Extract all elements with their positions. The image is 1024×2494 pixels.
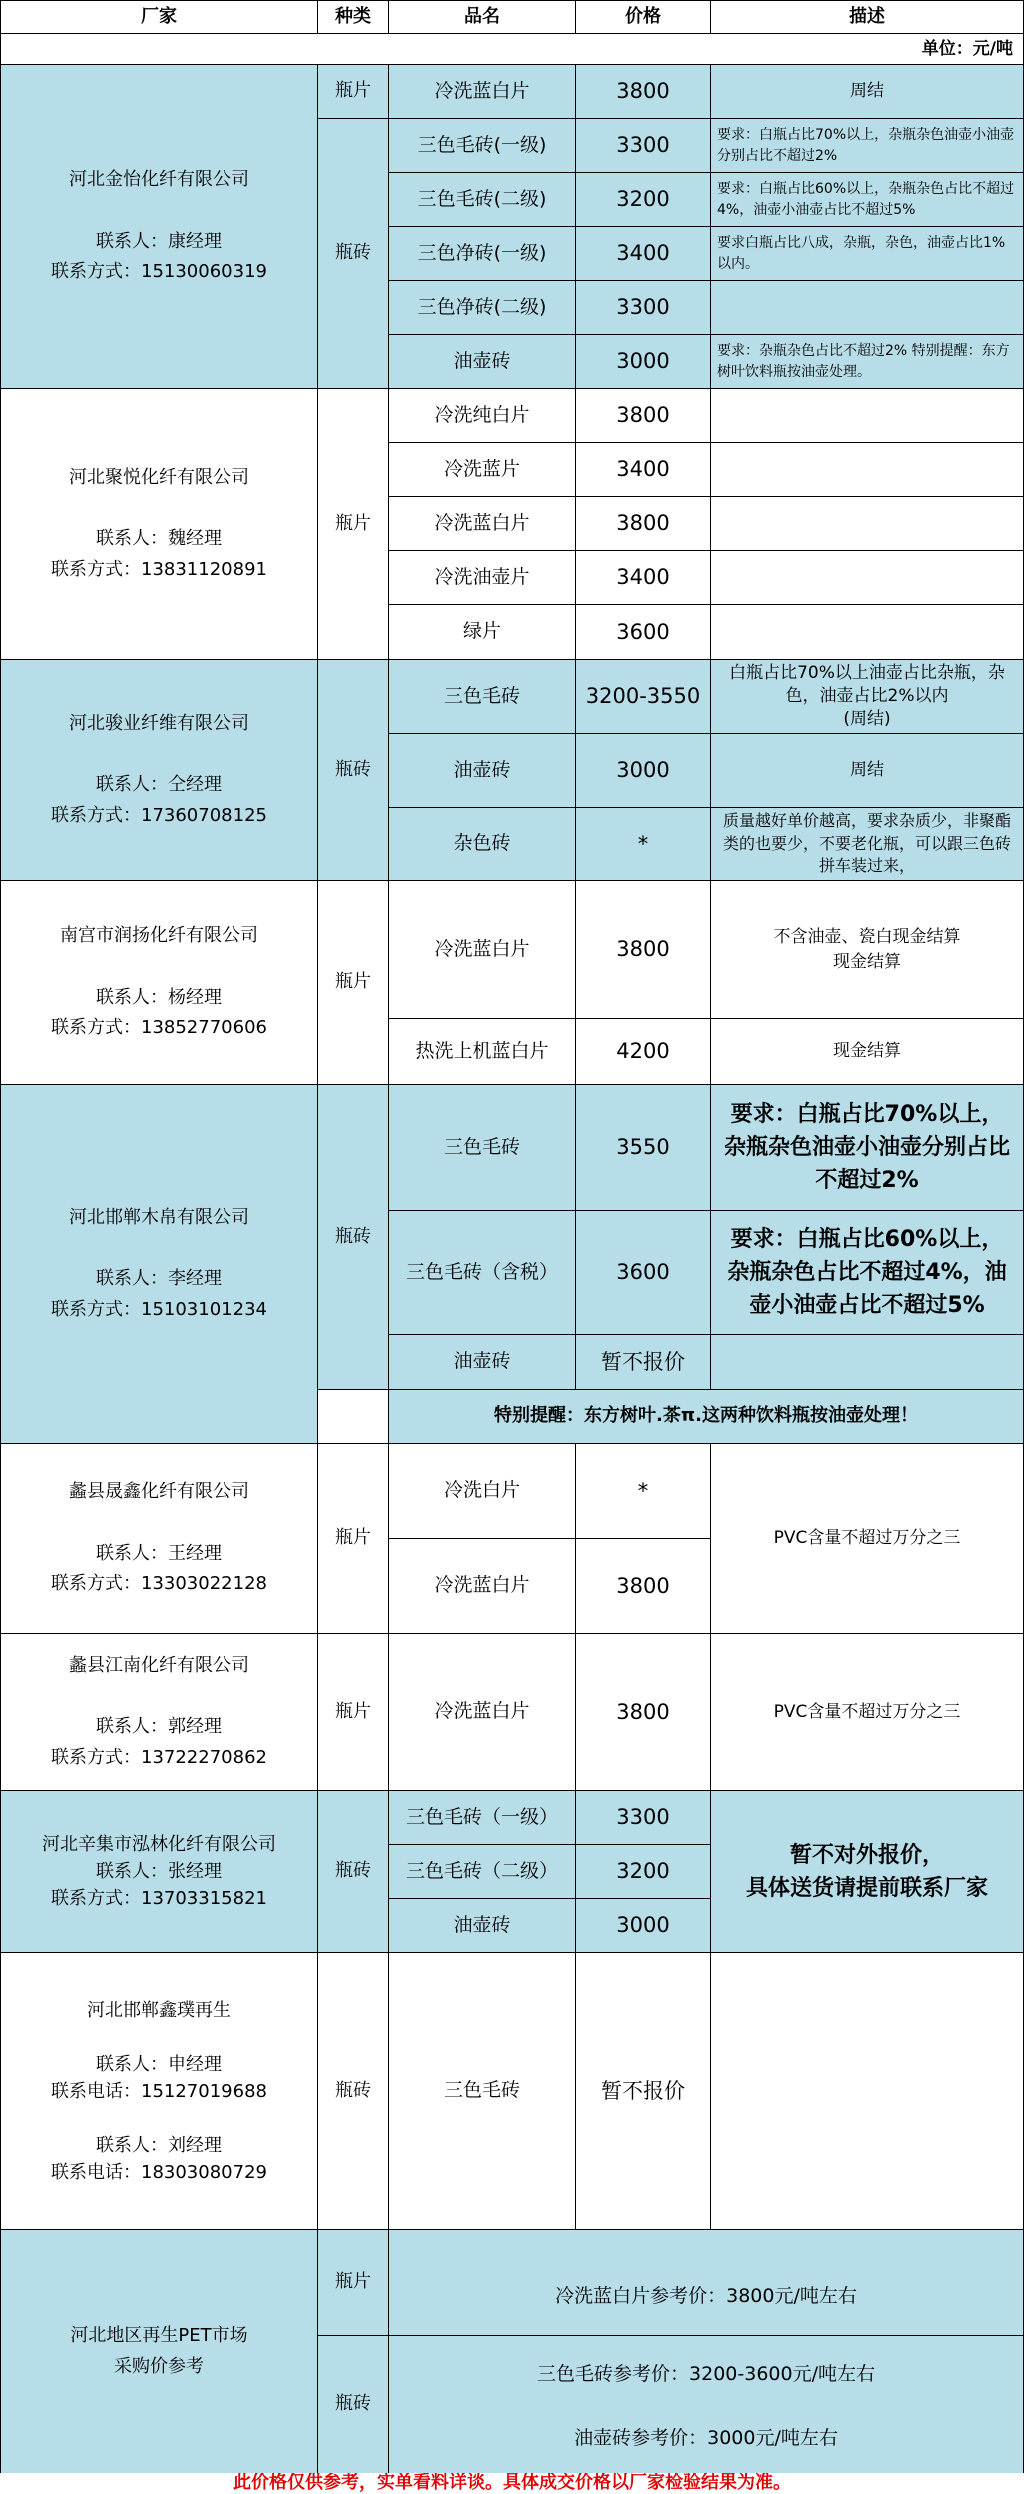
desc-cell (710, 280, 1024, 335)
product-cell: 三色毛砖 (388, 1084, 576, 1211)
product-cell: 三色毛砖(二级) (388, 172, 576, 227)
desc-cell (710, 550, 1024, 605)
product-cell: 三色净砖(一级) (388, 226, 576, 281)
desc-cell: PVC含量不超过万分之三 (710, 1633, 1024, 1791)
company-mubo: 河北邯郸木帛有限公司 联系人：李经理 联系方式：15103101234 (0, 1084, 318, 1444)
product-cell: 冷洗蓝白片 (388, 1633, 576, 1791)
product-cell: 冷洗蓝白片 (388, 64, 576, 119)
product-cell: 热洗上机蓝白片 (388, 1018, 576, 1085)
header-type: 种类 (317, 0, 389, 34)
price-cell: 3400 (575, 442, 711, 497)
price-cell: 3800 (575, 388, 711, 443)
desc-cell: 白瓶占比70%以上油壶占比杂瓶，杂色，油壶占比2%以内 (周结) (710, 659, 1024, 734)
price-cell: * (575, 1443, 711, 1539)
market-reference-title: 河北地区再生PET市场 采购价参考 (0, 2229, 318, 2474)
type-cell: 瓶砖 (317, 1790, 389, 1953)
desc-cell: 周结 (710, 64, 1024, 119)
price-cell: 3000 (575, 733, 711, 808)
product-cell: 冷洗蓝白片 (388, 1538, 576, 1634)
desc-cell: 要求：白瓶占比70%以上，杂瓶杂色油壶小油壶分别占比不超过2% (710, 118, 1024, 173)
header-price: 价格 (575, 0, 711, 34)
price-cell: 4200 (575, 1018, 711, 1085)
desc-cell: 现金结算 (710, 1018, 1024, 1085)
product-cell: 冷洗白片 (388, 1443, 576, 1539)
desc-cell: 要求：白瓶占比60%以上，杂瓶杂色占比不超过4%，油壶小油壶占比不超过5% (710, 1210, 1024, 1335)
desc-cell (710, 496, 1024, 551)
type-cell: 瓶砖 (317, 1952, 389, 2230)
product-cell: 三色毛砖(一级) (388, 118, 576, 173)
price-cell: 3200-3550 (575, 659, 711, 734)
price-cell: 3300 (575, 118, 711, 173)
product-cell: 三色毛砖（二级） (388, 1844, 576, 1899)
product-cell: 冷洗油壶片 (388, 550, 576, 605)
type-cell: 瓶片 (317, 388, 389, 660)
desc-cell: 要求：杂瓶杂色占比不超过2% 特别提醒：东方树叶饮料瓶按油壶处理。 (710, 334, 1024, 389)
market-piece-price: 冷洗蓝白片参考价：3800元/吨左右 (388, 2229, 1024, 2336)
product-cell: 油壶砖 (388, 733, 576, 808)
product-cell: 油壶砖 (388, 1334, 576, 1390)
price-cell: 3300 (575, 280, 711, 335)
desc-cell (710, 604, 1024, 660)
company-runyang: 南宫市润扬化纤有限公司 联系人：杨经理 联系方式：13852770606 (0, 880, 318, 1085)
company-jiangnan: 蠡县江南化纤有限公司 联系人：郭经理 联系方式：13722270862 (0, 1633, 318, 1791)
price-cell: 3600 (575, 604, 711, 660)
market-brick-price-1: 三色毛砖参考价：3200-3600元/吨左右 (388, 2335, 1024, 2405)
company-honglin: 河北辛集市泓林化纤有限公司 联系人：张经理 联系方式：13703315821 (0, 1790, 318, 1953)
type-cell: 瓶片 (317, 2229, 389, 2336)
price-cell: 3200 (575, 172, 711, 227)
product-cell: 冷洗纯白片 (388, 388, 576, 443)
desc-cell (710, 1952, 1024, 2230)
market-brick-price-2: 油壶砖参考价：3000元/吨左右 (388, 2404, 1024, 2474)
type-cell: 瓶片 (317, 1633, 389, 1791)
desc-cell (710, 388, 1024, 443)
price-cell: 3800 (575, 880, 711, 1019)
desc-cell: 要求白瓶占比八成，杂瓶，杂色，油壶占比1%以内。 (710, 226, 1024, 281)
type-cell: 瓶片 (317, 1443, 389, 1634)
price-cell: 暂不报价 (575, 1952, 711, 2230)
product-cell: 三色毛砖 (388, 659, 576, 734)
price-cell: 暂不报价 (575, 1334, 711, 1390)
unit-label: 单位：元/吨 (0, 33, 1024, 65)
price-cell: 3800 (575, 1633, 711, 1791)
desc-cell: 要求：白瓶占比70%以上，杂瓶杂色油壶小油壶分别占比不超过2% (710, 1084, 1024, 1211)
price-cell: 3600 (575, 1210, 711, 1335)
price-cell: 3000 (575, 334, 711, 389)
company-xinpu: 河北邯郸鑫璞再生 联系人：申经理 联系电话：15127019688 联系人：刘经理 联系电话：18303080729 (0, 1952, 318, 2230)
desc-cell (710, 442, 1024, 497)
type-cell: 瓶片 (317, 880, 389, 1085)
company-juyue: 河北聚悦化纤有限公司 联系人：魏经理 联系方式：13831120891 (0, 388, 318, 660)
desc-cell (710, 1334, 1024, 1390)
desc-cell: 暂不对外报价， 具体送货请提前联系厂家 (710, 1790, 1024, 1953)
price-cell: 3400 (575, 226, 711, 281)
product-cell: 杂色砖 (388, 807, 576, 881)
price-cell: 3300 (575, 1790, 711, 1845)
company-junye: 河北骏业纤维有限公司 联系人：仝经理 联系方式：17360708125 (0, 659, 318, 881)
desc-cell: 质量越好单价越高，要求杂质少，非聚酯类的也要少，不要老化瓶，可以跟三色砖拼车装过来， (710, 807, 1024, 881)
header-company: 厂家 (0, 0, 318, 34)
header-desc: 描述 (710, 0, 1024, 34)
special-note: 特别提醒：东方树叶.茶π.这两种饮料瓶按油壶处理！ (388, 1389, 1024, 1444)
type-cell: 瓶砖 (317, 659, 389, 881)
desc-cell: 不含油壶、瓷白现金结算 现金结算 (710, 880, 1024, 1019)
desc-cell: 周结 (710, 733, 1024, 808)
product-cell: 三色毛砖（含税） (388, 1210, 576, 1335)
price-cell: 3200 (575, 1844, 711, 1899)
footer-disclaimer: 此价格仅供参考，实单看料详谈。具体成交价格以厂家检验结果为准。 (0, 2473, 1024, 2494)
desc-cell: PVC含量不超过万分之三 (710, 1443, 1024, 1634)
product-cell: 三色净砖(二级) (388, 280, 576, 335)
price-cell: 3000 (575, 1898, 711, 1953)
product-cell: 三色毛砖 (388, 1952, 576, 2230)
price-cell: 3800 (575, 496, 711, 551)
desc-cell: 要求：白瓶占比60%以上，杂瓶杂色占比不超过4%，油壶小油壶占比不超过5% (710, 172, 1024, 227)
type-cell: 瓶片 (317, 64, 389, 119)
product-cell: 冷洗蓝片 (388, 442, 576, 497)
product-cell: 冷洗蓝白片 (388, 880, 576, 1019)
price-cell: 3800 (575, 64, 711, 119)
product-cell: 油壶砖 (388, 1898, 576, 1953)
price-cell: 3400 (575, 550, 711, 605)
company-shengxin: 蠡县晟鑫化纤有限公司 联系人：王经理 联系方式：13303022128 (0, 1443, 318, 1634)
type-cell: 瓶砖 (317, 2335, 389, 2474)
product-cell: 油壶砖 (388, 334, 576, 389)
product-cell: 冷洗蓝白片 (388, 496, 576, 551)
product-cell: 三色毛砖（一级） (388, 1790, 576, 1845)
price-cell: * (575, 807, 711, 881)
type-cell: 瓶砖 (317, 118, 389, 389)
type-cell: 瓶砖 (317, 1084, 389, 1390)
price-cell: 3800 (575, 1538, 711, 1634)
header-product: 品名 (388, 0, 576, 34)
product-cell: 绿片 (388, 604, 576, 660)
price-cell: 3550 (575, 1084, 711, 1211)
company-jinyi: 河北金怡化纤有限公司 联系人：康经理 联系方式：15130060319 (0, 64, 318, 389)
